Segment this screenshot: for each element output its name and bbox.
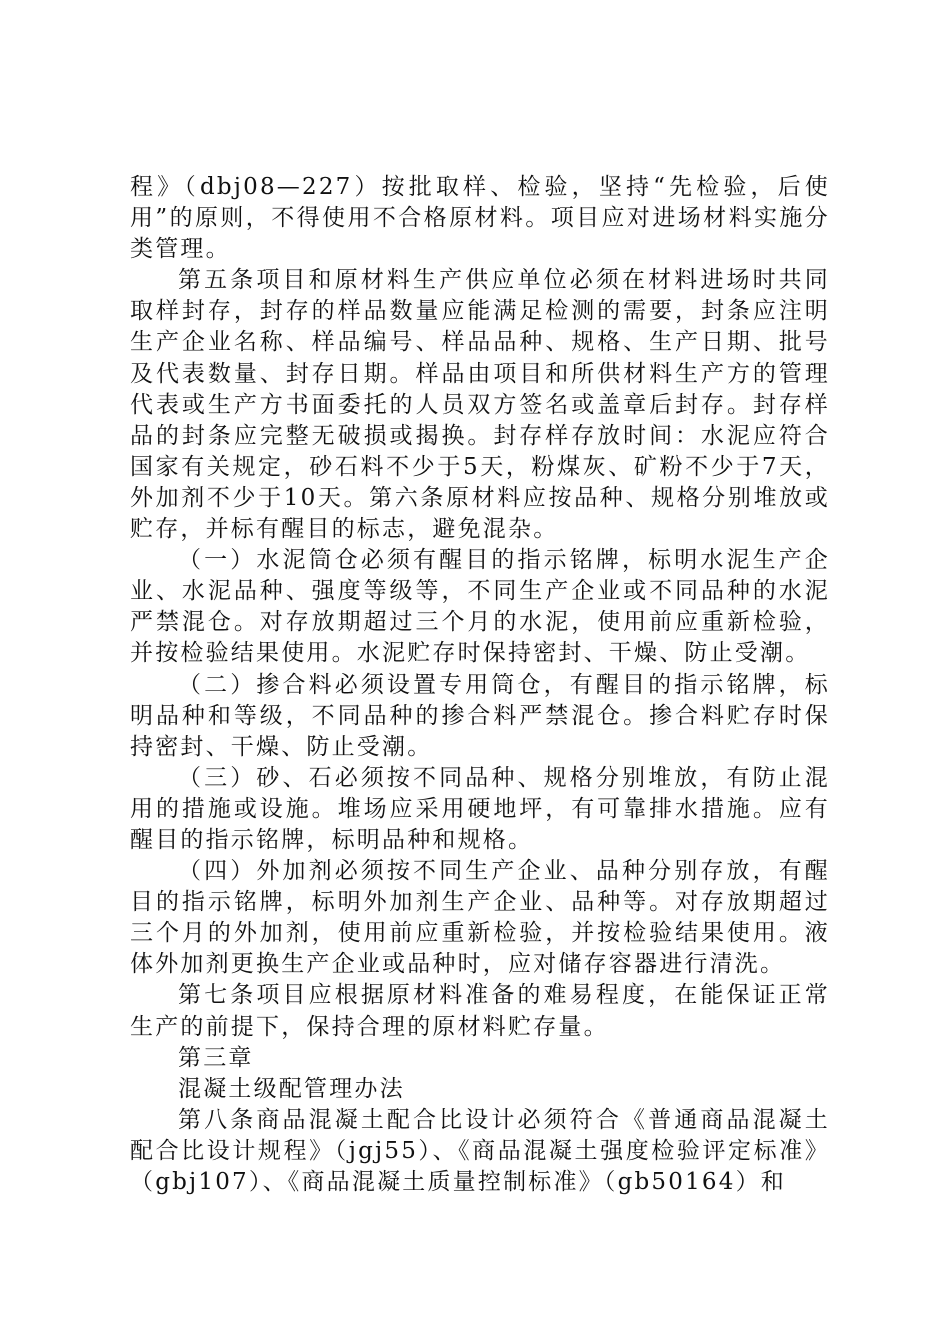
chapter-title: 混凝土级配管理办法 — [178, 1075, 405, 1102]
paragraph-continuation: 程》（dbj08—227）按批取样、检验，坚持“先检验，后使用”的原则，不得使用不合格原材料。项目应对进场材料实施分类管理。 — [130, 174, 830, 263]
paragraph-article-8: 第八条商品混凝土配合比设计必须符合《普通商品混凝土配合比设计规程》（jgj55）、《商品混凝土强度检验评定标准》（gbj107）、《商品混凝土质量控制标准》（gb50164）和 — [130, 1106, 830, 1195]
chapter-heading: 第三章 — [178, 1044, 254, 1071]
paragraph-article-5: 第五条项目和原材料生产供应单位必须在材料进场时共同取样封存，封存的样品数量应能满足检测的需要，封条应注明生产企业名称、样品编号、样品品种、规格、生产日期、批号及代表数量、封存日期。样品由项目和所供材料生产方的管理代表或生产方书面委托的人员双方签名或盖章后封存。封存样品的封条应完整无破损或揭换。封存样存放时间：水泥应符合国家有关规定，砂石料不少于5天，粉煤灰、矿粉不少于7天，外加剂不少于10天。第六条原材料应按品种、规格分别堆放或贮存，并标有醒目的标志，避免混杂。 — [130, 267, 830, 543]
paragraph-item-3: （三）砂、石必须按不同品种、规格分别堆放，有防止混用的措施或设施。堆场应采用硬地坪，有可靠排水措施。应有醒目的指示铭牌，标明品种和规格。 — [130, 764, 830, 853]
paragraph-article-7: 第七条项目应根据原材料准备的难易程度，在能保证正常生产的前提下，保持合理的原材料贮存量。 — [130, 982, 830, 1040]
paragraph-item-1: （一）水泥筒仓必须有醒目的指示铭牌，标明水泥生产企业、水泥品种、强度等级等，不同生产企业或不同品种的水泥严禁混仓。对存放期超过三个月的水泥，使用前应重新检验，并按检验结果使用。水泥贮存时保持密封、干燥、防止受潮。 — [130, 547, 830, 667]
document-body — [130, 172, 830, 1198]
paragraph-item-2: （二）掺合料必须设置专用筒仓，有醒目的指示铭牌，标明品种和等级，不同品种的掺合料严禁混仓。掺合料贮存时保持密封、干燥、防止受潮。 — [130, 671, 830, 760]
paragraph-item-4: （四）外加剂必须按不同生产企业、品种分别存放，有醒目的指示铭牌，标明外加剂生产企业、品种等。对存放期超过三个月的外加剂，使用前应重新检验，并按检验结果使用。液体外加剂更换生产企业或品种时，应对储存容器进行清洗。 — [130, 858, 830, 978]
